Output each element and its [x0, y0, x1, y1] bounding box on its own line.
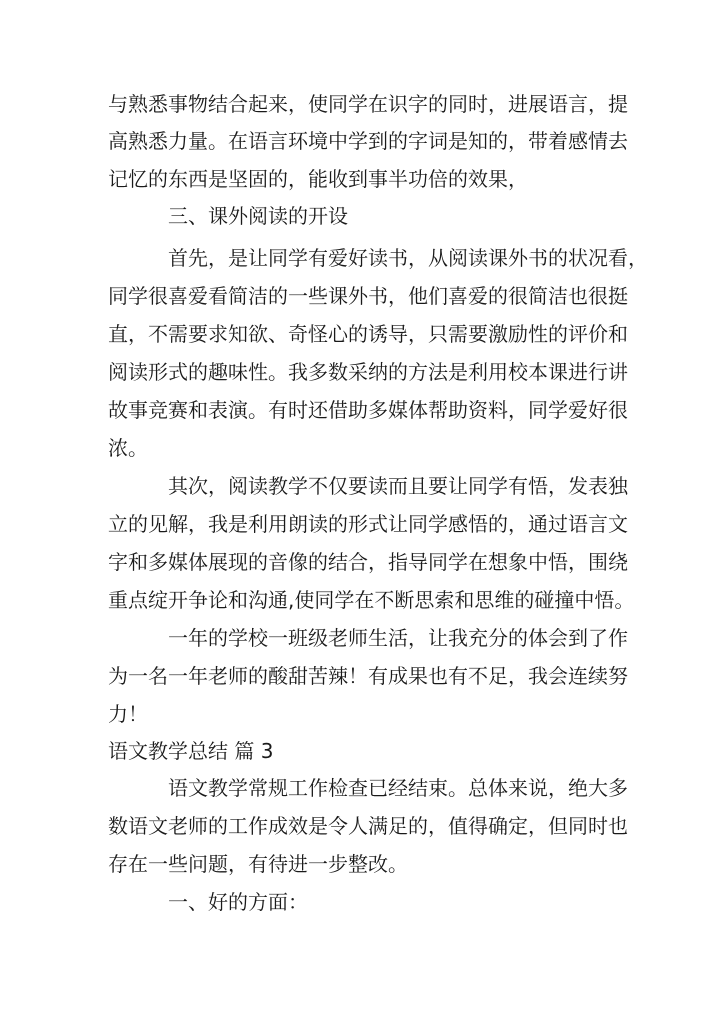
paragraph-line: 语文教学常规工作检查已经结束。总体来说，绝大多	[168, 776, 628, 800]
paragraph-line: 一年的学校一班级老师生活，让我充分的体会到了作	[168, 626, 628, 650]
paragraph-line: 故事竞赛和表演。有时还借助多媒体帮助资料，同学爱好很	[108, 398, 628, 422]
paragraph-line: 数语文老师的工作成效是令人满足的，值得确定，但同时也	[108, 814, 628, 838]
paragraph-line: 存在一些问题，有待进一步整改。	[108, 852, 408, 876]
paragraph-line: 首先，是让同学有爱好读书，从阅读课外书的状况看，	[168, 246, 648, 270]
paragraph-line: 字和多媒体展现的音像的结合，指导同学在想象中悟，围绕	[108, 550, 628, 574]
section-heading: 一、好的方面：	[168, 890, 308, 914]
paragraph-line: 记忆的东西是坚固的，能收到事半功倍的效果，	[108, 167, 528, 191]
paragraph-line: 与熟悉事物结合起来，使同学在识字的同时，进展语言，提	[108, 92, 628, 116]
paragraph-line: 阅读形式的趣味性。我多数采纳的方法是利用校本课进行讲	[108, 360, 628, 384]
paragraph-line: 为一名一年老师的酸甜苦辣！有成果也有不足，我会连续努	[108, 664, 628, 688]
paragraph-line: 力！	[108, 702, 148, 726]
paragraph-line: 浓。	[108, 436, 148, 460]
section-title: 语文教学总结 篇 3	[108, 739, 274, 763]
paragraph-line: 直，不需要求知欲、奇怪心的诱导，只需要激励性的评价和	[108, 322, 628, 346]
paragraph-line: 同学很喜爱看简洁的一些课外书，他们喜爱的很简洁也很挺	[108, 284, 628, 308]
paragraph-line: 立的见解，我是利用朗读的形式让同学感悟的，通过语言文	[108, 512, 628, 536]
section-heading: 三、课外阅读的开设	[168, 204, 348, 228]
paragraph-line: 重点绽开争论和沟通,使同学在不断思索和思维的碰撞中悟。	[108, 588, 635, 612]
paragraph-line: 其次，阅读教学不仅要读而且要让同学有悟，发表独	[168, 474, 628, 498]
paragraph-line: 高熟悉力量。在语言环境中学到的字词是知的，带着感情去	[108, 129, 628, 153]
